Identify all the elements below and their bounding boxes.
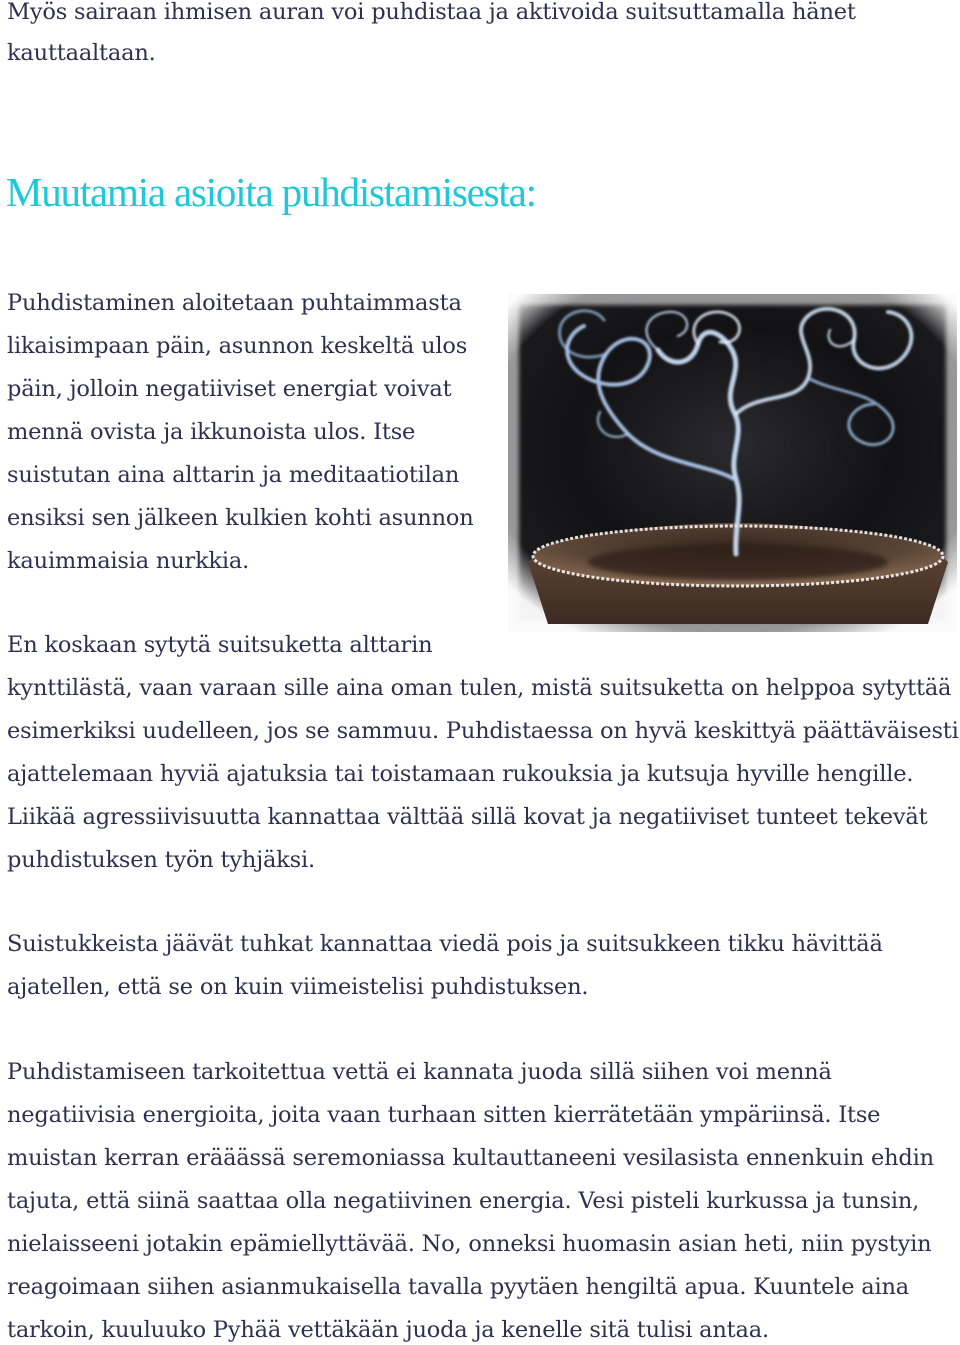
intro-line: Myös sairaan ihmisen auran voi puhdistaa ja aktivoida suitsuttamalla hänet <box>7 0 856 25</box>
section-heading: Muutamia asioita puhdistamisesta: <box>6 169 536 215</box>
intro-line: kauttaaltaan. <box>7 40 156 66</box>
paragraph-line: puhdistuksen työn tyhjäksi. <box>7 847 315 873</box>
paragraph-line: ajatellen, että se on kuin viimeistelisi puhdistuksen. <box>7 974 589 1000</box>
paragraph-line: tajuta, että siinä saattaa olla negatiivinen energia. Vesi pisteli kurkussa ja tunsin, <box>7 1188 920 1214</box>
paragraph-line: Puhdistaminen aloitetaan puhtaimmasta <box>7 290 462 316</box>
paragraph-line: likaisimpaan päin, asunnon keskeltä ulos <box>7 333 468 359</box>
paragraph-line: nielaisseeni jotakin epämiellyttävää. No, onneksi huomasin asian heti, niin pystyin <box>7 1231 932 1257</box>
paragraph-line: suistutan aina alttarin ja meditaatiotilan <box>7 462 460 488</box>
paragraph-line: tarkoin, kuuluuko Pyhää vettäkään juoda ja kenelle sitä tulisi antaa. <box>7 1317 769 1343</box>
paragraph-line: kauimmaisia nurkkia. <box>7 548 250 574</box>
paragraph-line: negatiivisia energioita, joita vaan turhaan sitten kierrätetään ympäriinsä. Itse <box>7 1102 881 1128</box>
paragraph-line: reagoimaan siihen asianmukaisella tavalla pyytäen hengiltä apua. Kuuntele aina <box>7 1274 910 1300</box>
paragraph-line: muistan kerran erääässä seremoniassa kultauttaneeni vesilasista ennenkuin ehdin <box>7 1145 934 1171</box>
paragraph-line: ajattelemaan hyviä ajatuksia tai toistamaan rukouksia ja kutsuja hyville hengille. <box>7 761 914 787</box>
paragraph-line: päin, jolloin negatiiviset energiat voivat <box>7 376 452 402</box>
paragraph-line: ensiksi sen jälkeen kulkien kohti asunnon <box>7 505 474 531</box>
paragraph-line: Puhdistamiseen tarkoitettua vettä ei kannata juoda sillä siihen voi mennä <box>7 1059 832 1085</box>
paragraph-line: kynttilästä, vaan varaan sille aina oman tulen, mistä suitsuketta on helppoa sytyttää <box>7 675 952 701</box>
paragraph-line: esimerkiksi uudelleen, jos se sammuu. Puhdistaessa on hyvä keskittyä päättäväisesti <box>7 718 959 744</box>
incense-smoke-bowl-image <box>508 294 957 632</box>
paragraph-line: Suistukkeista jäävät tuhkat kannattaa viedä pois ja suitsukkeen tikku hävittää <box>7 931 883 957</box>
paragraph-line: mennä ovista ja ikkunoista ulos. Itse <box>7 419 416 445</box>
paragraph-line: En koskaan sytytä suitsuketta alttarin <box>7 632 433 658</box>
paragraph-line: Liikää agressiivisuutta kannattaa välttää sillä kovat ja negatiiviset tunteet tekevät <box>7 804 928 830</box>
